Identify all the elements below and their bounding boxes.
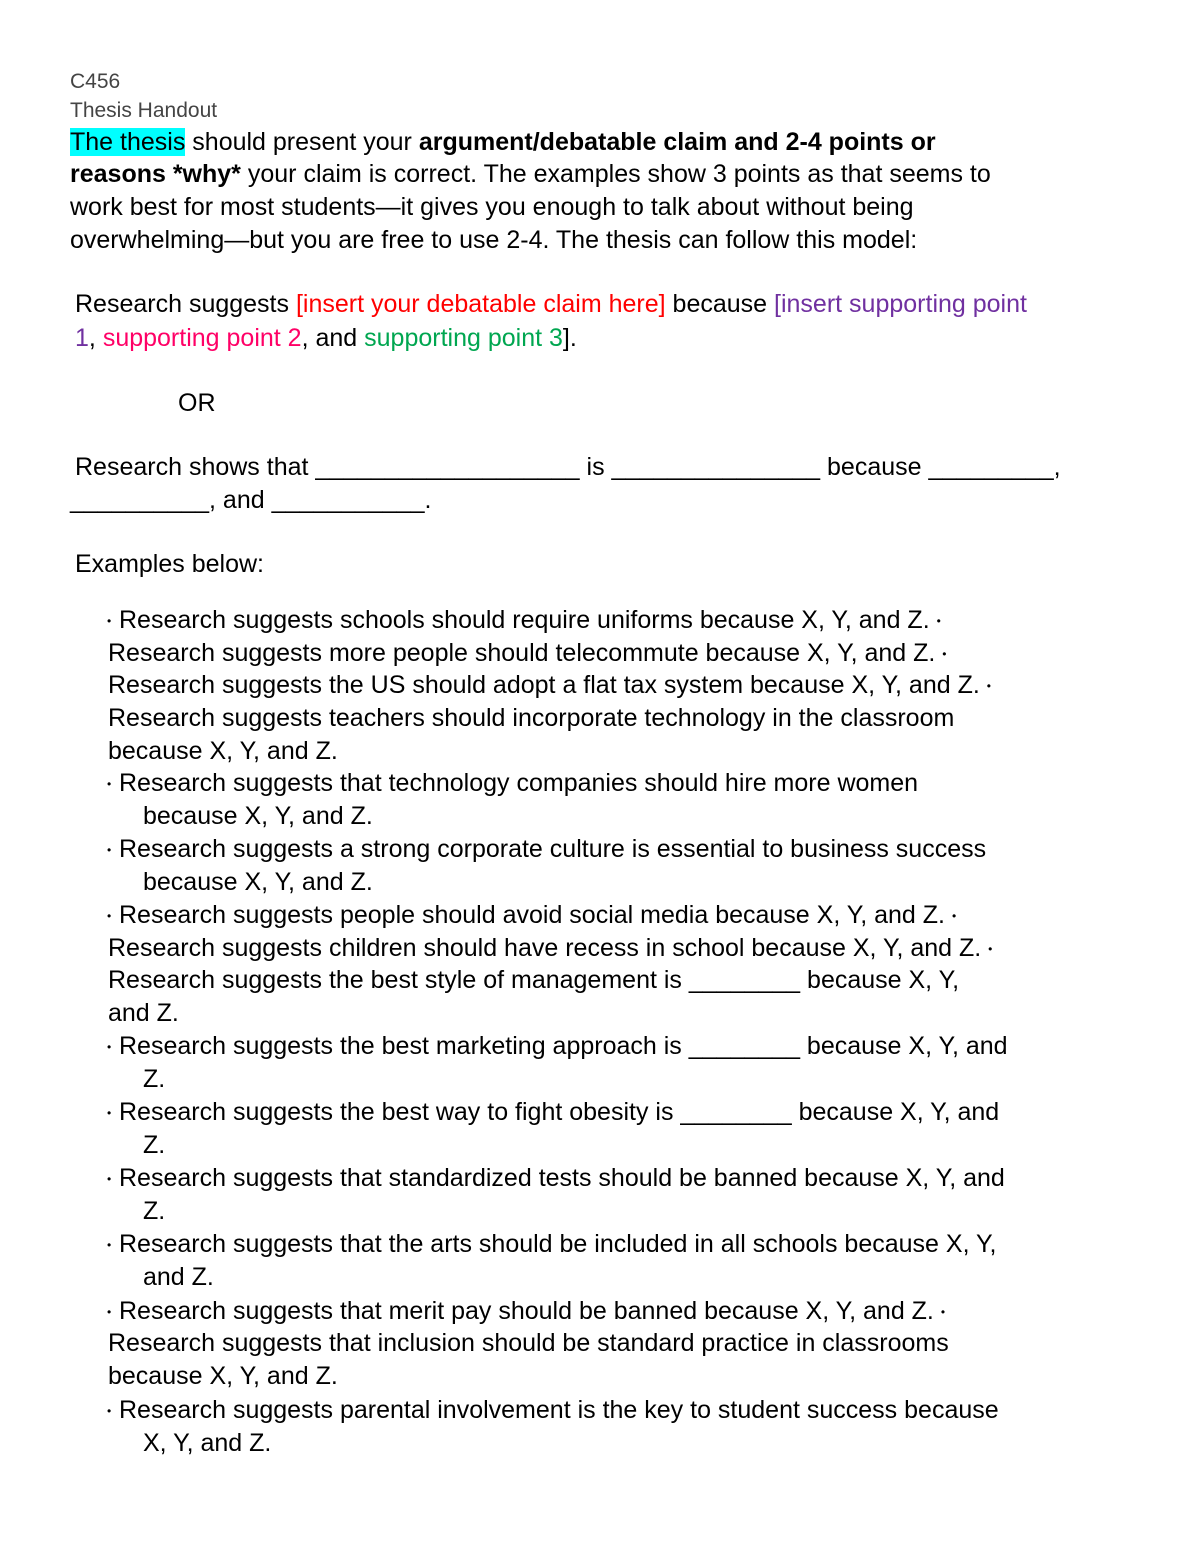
handout-title: Thesis Handout — [70, 99, 218, 122]
example-5-line-2: because X, Y, and Z. — [143, 802, 373, 830]
example-6-line-2: because X, Y, and Z. — [143, 868, 373, 896]
example-10-line-1: • Research suggests the best marketing approach is ________ because X, Y, and — [107, 1030, 1008, 1064]
bullet-icon: • — [986, 678, 991, 693]
intro-line-4: overwhelming—but you are free to use 2-4. The thesis can follow this model: — [70, 226, 918, 254]
example-12-line-2: Z. — [143, 1197, 166, 1225]
example-10-line-2: Z. — [143, 1065, 166, 1093]
course-code: C456 — [70, 70, 121, 93]
bullet-icon: • — [107, 776, 112, 791]
bullet-icon: • — [107, 1105, 112, 1120]
example-11-line-2: Z. — [143, 1131, 166, 1159]
example-6-line-1: • Research suggests a strong corporate culture is essential to business success — [107, 833, 986, 867]
model-two-line-1: Research shows that ___________________ is _______________ because _________, — [75, 453, 1061, 481]
intro-line-2: reasons *why* your claim is correct. The examples show 3 points as that seems to — [70, 160, 991, 188]
example-3: Research suggests the US should adopt a flat tax system because X, Y, and Z. • — [108, 669, 999, 703]
example-2: Research suggests more people should telecommute because X, Y, and Z. • — [108, 637, 954, 671]
claim-placeholder: [insert your debatable claim here] — [295, 290, 666, 318]
model-one-line-1: Research suggests [insert your debatable claim here] because [insert supporting point — [75, 290, 1027, 318]
bullet-icon: • — [940, 1304, 946, 1319]
bullet-icon: • — [107, 1171, 112, 1186]
model-one-line-2: 1, supporting point 2, and supporting point 3]. — [75, 324, 577, 352]
example-5-line-1: • Research suggests that technology companies should hire more women — [107, 767, 918, 801]
bullet-icon: • — [951, 908, 957, 923]
example-11-line-1: • Research suggests the best way to fight obesity is ________ because X, Y, and — [107, 1096, 999, 1130]
intro-line-3: work best for most students—it gives you enough to talk about without being — [70, 193, 914, 221]
bullet-icon: • — [107, 1403, 112, 1418]
example-16-line-1: • Research suggests parental involvement is the key to student success because — [107, 1394, 999, 1428]
point-one-placeholder: [insert supporting point — [774, 290, 1027, 318]
example-9-line-2: and Z. — [108, 999, 179, 1027]
example-4-line-1: Research suggests teachers should incorporate technology in the classroom — [108, 704, 955, 732]
example-7: • Research suggests people should avoid social media because X, Y, and Z. • — [107, 899, 964, 933]
bullet-icon: • — [988, 941, 993, 956]
example-15-line-2: because X, Y, and Z. — [108, 1362, 338, 1390]
bullet-icon: • — [107, 908, 112, 923]
bullet-icon: • — [936, 613, 941, 628]
example-14: • Research suggests that merit pay should be banned because X, Y, and Z. • — [107, 1295, 953, 1329]
bullet-icon: • — [107, 1039, 112, 1054]
example-16-line-2: X, Y, and Z. — [143, 1429, 272, 1457]
examples-heading: Examples below: — [75, 550, 264, 578]
intro-line-1: The thesis should present your argument/debatable claim and 2-4 points or — [70, 128, 936, 156]
model-two-line-2: __________, and ___________. — [70, 486, 432, 514]
highlighted-phrase: The thesis — [70, 128, 186, 156]
example-13-line-1: • Research suggests that the arts should be included in all schools because X, Y, — [107, 1228, 996, 1262]
bullet-icon: • — [107, 613, 112, 628]
example-9-line-1: Research suggests the best style of management is ________ because X, Y, — [108, 966, 960, 994]
example-4-line-2: because X, Y, and Z. — [108, 737, 338, 765]
point-two-placeholder: supporting point 2 — [102, 324, 302, 352]
example-8: Research suggests children should have recess in school because X, Y, and Z. • — [108, 932, 1000, 966]
bullet-icon: • — [107, 1304, 112, 1319]
example-15-line-1: Research suggests that inclusion should be standard practice in classrooms — [108, 1329, 949, 1357]
bullet-icon: • — [942, 646, 947, 661]
example-13-line-2: and Z. — [143, 1263, 214, 1291]
bullet-icon: • — [107, 1237, 112, 1252]
example-1: • Research suggests schools should require uniforms because X, Y, and Z. • — [107, 604, 949, 638]
or-label: OR — [178, 389, 216, 417]
point-three-placeholder: supporting point 3 — [364, 324, 563, 352]
bullet-icon: • — [107, 842, 112, 857]
example-12-line-1: • Research suggests that standardized tests should be banned because X, Y, and — [107, 1162, 1005, 1196]
